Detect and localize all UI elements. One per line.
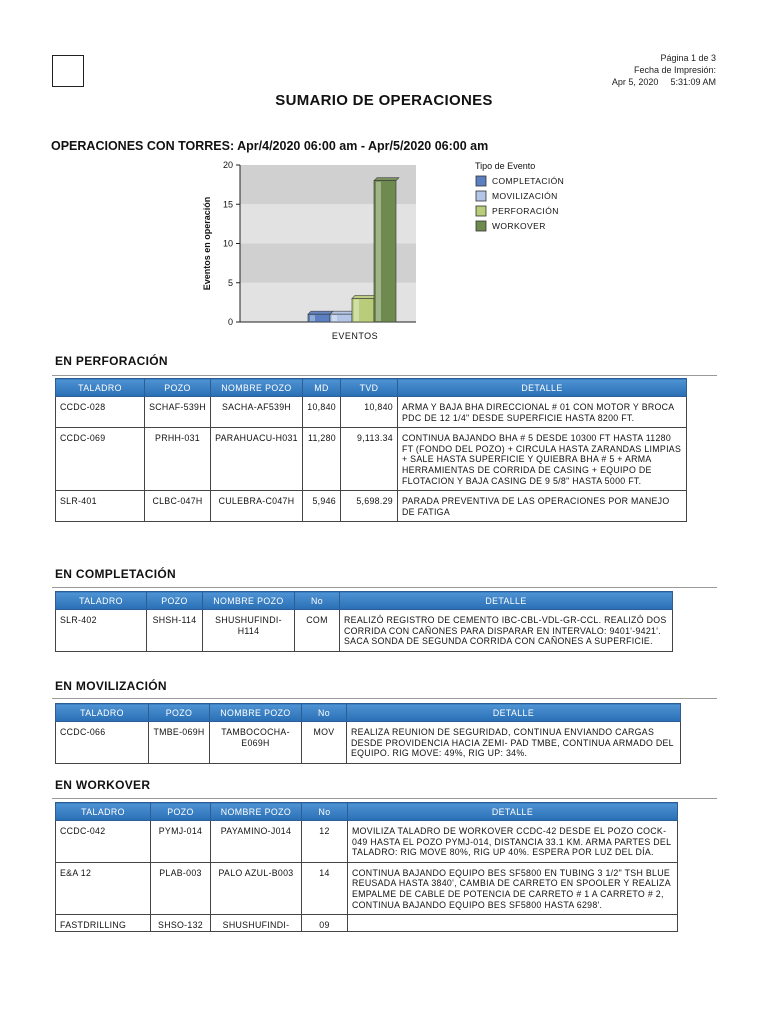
table-cell: CCDC-066 — [56, 722, 149, 764]
y-axis-label: Eventos en operación — [202, 196, 212, 291]
column-header: TALADRO — [56, 592, 147, 610]
y-tick-label: 15 — [222, 199, 233, 210]
table-row — [56, 821, 678, 863]
table-cell: 14 — [302, 862, 348, 914]
table-cell: PLAB-003 — [151, 862, 211, 914]
operations-title: OPERACIONES CON TORRES: Apr/4/2020 06:00 am - Apr/5/2020 06:00 am — [51, 139, 489, 153]
section-title-workover: EN WORKOVER — [55, 778, 151, 792]
legend-item-label: MOVILIZACIÓN — [492, 191, 558, 201]
print-time: 5:31:09 AM — [670, 77, 716, 87]
column-header: No — [302, 704, 347, 722]
bar-highlight — [332, 315, 337, 321]
y-tick-label: 0 — [227, 317, 233, 327]
table-perforacion — [55, 378, 687, 522]
column-header: POZO — [147, 592, 203, 610]
column-header: MD — [303, 379, 341, 397]
column-header: TALADRO — [56, 379, 145, 397]
table-cell: SHSH-114 — [147, 610, 203, 652]
table-cell: PARAHUACU-H031 — [211, 428, 303, 491]
table-cell: SCHAF-539H — [145, 397, 211, 428]
table-cell: 9,113.34 — [341, 428, 398, 491]
table-cell: TAMBOCOCHA-E069H — [210, 722, 302, 764]
table-cell: PYMJ-014 — [151, 821, 211, 863]
table-movilizacion — [55, 703, 681, 764]
table-row — [56, 722, 681, 764]
table-cell: 10,840 — [303, 397, 341, 428]
table-cell: 09 — [302, 915, 348, 932]
table-cell: CCDC-042 — [56, 821, 151, 863]
table-cell: CONTINUA BAJANDO EQUIPO BES SF5800 EN TUBING 3 1/2" TSH BLUE REUSADA HASTA 3840', CAMBIA DE CARRETO EN SPOOLER Y REALIZA EMPALME DE CABLE DE POTENCIA DE CARRETO # 1 A CARRETO # 2, CONTINUA BAJANDO EQUIPO BES SF5800 HASTA 6298'. — [348, 862, 678, 914]
column-header: POZO — [145, 379, 211, 397]
table-cell: CCDC-069 — [56, 428, 145, 491]
bar-top — [308, 311, 333, 314]
legend-swatch — [476, 206, 486, 216]
table-cell: CCDC-028 — [56, 397, 145, 428]
table-cell: 10,840 — [341, 397, 398, 428]
legend-swatch — [476, 221, 486, 231]
table-cell: SHUSHUFINDI-H114 — [203, 610, 295, 652]
section-title-movilizacion: EN MOVILIZACIÓN — [55, 679, 167, 693]
table-workover — [55, 802, 678, 932]
table-cell: MOV — [302, 722, 347, 764]
table-cell: PARADA PREVENTIVA DE LAS OPERACIONES POR MANEJO DE FATIGA — [398, 491, 687, 522]
column-header: TVD — [341, 379, 398, 397]
table-cell: COM — [295, 610, 340, 652]
bar-top — [352, 295, 377, 298]
table-cell: E&A 12 — [56, 862, 151, 914]
table-cell: PALO AZUL-B003 — [211, 862, 302, 914]
legend-swatch — [476, 191, 486, 201]
column-header: NOMBRE POZO — [203, 592, 295, 610]
column-header: TALADRO — [56, 704, 149, 722]
section-divider — [52, 798, 717, 799]
column-header: NOMBRE POZO — [210, 704, 302, 722]
bar-highlight — [354, 299, 359, 321]
table-cell: REALIZA REUNION DE SEGURIDAD, CONTINUA ENVIANDO CARGAS DESDE PROVIDENCIA HACIA ZEMI- PAD TMBE, CONTINUA ARMADO DEL EQUIPO. RIG MOVE: 49%, RIG UP: 34%. — [347, 722, 681, 764]
column-header: NOMBRE POZO — [211, 803, 302, 821]
table-cell — [348, 915, 678, 932]
column-header: No — [302, 803, 348, 821]
section-title-perforacion: EN PERFORACIÓN — [55, 354, 168, 368]
logo-placeholder — [52, 55, 84, 87]
column-header: DETALLE — [398, 379, 687, 397]
column-header: TALADRO — [56, 803, 151, 821]
column-header: DETALLE — [340, 592, 673, 610]
table-cell: TMBE-069H — [149, 722, 210, 764]
column-header: DETALLE — [348, 803, 678, 821]
table-cell: SACHA-AF539H — [211, 397, 303, 428]
print-date: Apr 5, 2020 — [611, 77, 659, 87]
bar-highlight — [376, 182, 381, 321]
table-cell: ARMA Y BAJA BHA DIRECCIONAL # 01 CON MOTOR Y BROCA PDC DE 12 1/4" DESDE SUPERFICIE HASTA 8200 FT. — [398, 397, 687, 428]
bar-top — [330, 311, 355, 314]
table-cell: FASTDRILLING — [56, 915, 151, 932]
legend-item-label: WORKOVER — [492, 221, 546, 231]
x-category-label: EVENTOS — [331, 331, 379, 341]
table-cell: 5,946 — [303, 491, 341, 522]
table-row — [56, 491, 687, 522]
table-cell: 5,698.29 — [341, 491, 398, 522]
legend-item-label: COMPLETACIÓN — [492, 176, 565, 186]
events-chart — [195, 155, 615, 345]
table-cell: 11,280 — [303, 428, 341, 491]
table-cell: CULEBRA-C047H — [211, 491, 303, 522]
page-number: Página 1 de 3 — [660, 53, 716, 63]
bar-top — [374, 178, 399, 181]
column-header: DETALLE — [347, 704, 681, 722]
table-row — [56, 862, 678, 914]
table-row — [56, 397, 687, 428]
y-tick-label: 10 — [222, 238, 233, 249]
table-completacion — [55, 591, 673, 652]
print-info — [612, 52, 716, 88]
table-cell: CLBC-047H — [145, 491, 211, 522]
section-title-completacion: EN COMPLETACIÓN — [55, 567, 176, 581]
table-cell: 12 — [302, 821, 348, 863]
section-divider — [52, 587, 717, 588]
legend-item-label: PERFORACIÓN — [492, 206, 559, 216]
bar-highlight — [310, 315, 315, 321]
table-cell: SHUSHUFINDI- — [211, 915, 302, 932]
section-divider — [52, 698, 717, 699]
table-cell: SHSO-132 — [151, 915, 211, 932]
section-divider — [52, 375, 717, 376]
column-header: POZO — [149, 704, 210, 722]
column-header: NOMBRE POZO — [211, 379, 303, 397]
y-tick-label: 5 — [227, 277, 233, 288]
table-cell: SLR-401 — [56, 491, 145, 522]
print-date-label: Fecha de Impresión: — [633, 65, 716, 75]
table-cell: MOVILIZA TALADRO DE WORKOVER CCDC-42 DESDE EL POZO COCK-049 HASTA EL POZO PYMJ-014, DISTANCIA 33.1 KM. ARMA PARTES DEL TALADRO: RIG MOVE 80%, RIG UP 40%. ESPERA POR LUZ DEL DÍA. — [348, 821, 678, 863]
table-cell: PRHH-031 — [145, 428, 211, 491]
column-header: No — [295, 592, 340, 610]
legend-swatch — [476, 176, 486, 186]
table-row — [56, 915, 678, 932]
table-cell: REALIZÓ REGISTRO DE CEMENTO IBC-CBL-VDL-GR-CCL. REALIZÓ DOS CORRIDA CON CAÑONES PARA DISPARAR EN INTERVALO: 9401'-9421'. SACA SONDA DE SEGUNDA CORRIDA CON CAÑONES A SUPERFICIE. — [340, 610, 673, 652]
table-cell: CONTINUA BAJANDO BHA # 5 DESDE 10300 FT HASTA 11280 FT (FONDO DEL POZO) + CIRCULA HASTA ZARANDAS LIMPIAS + SALE HASTA SUPERFICIE Y QUIEBRA BHA # 5 + ARMA HERRAMIENTAS DE CORRIDA DE CASING + EQUIPO DE FLOTACION Y BAJA CASING DE 9 5/8" HASTA 5000 FT. — [398, 428, 687, 491]
table-cell: SLR-402 — [56, 610, 147, 652]
table-cell: PAYAMINO-J014 — [211, 821, 302, 863]
y-tick-label: 20 — [222, 160, 233, 170]
table-row — [56, 610, 673, 652]
table-row — [56, 428, 687, 491]
report-title: SUMARIO DE OPERACIONES — [275, 92, 493, 109]
column-header: POZO — [151, 803, 211, 821]
legend-title: Tipo de Evento — [475, 161, 536, 171]
